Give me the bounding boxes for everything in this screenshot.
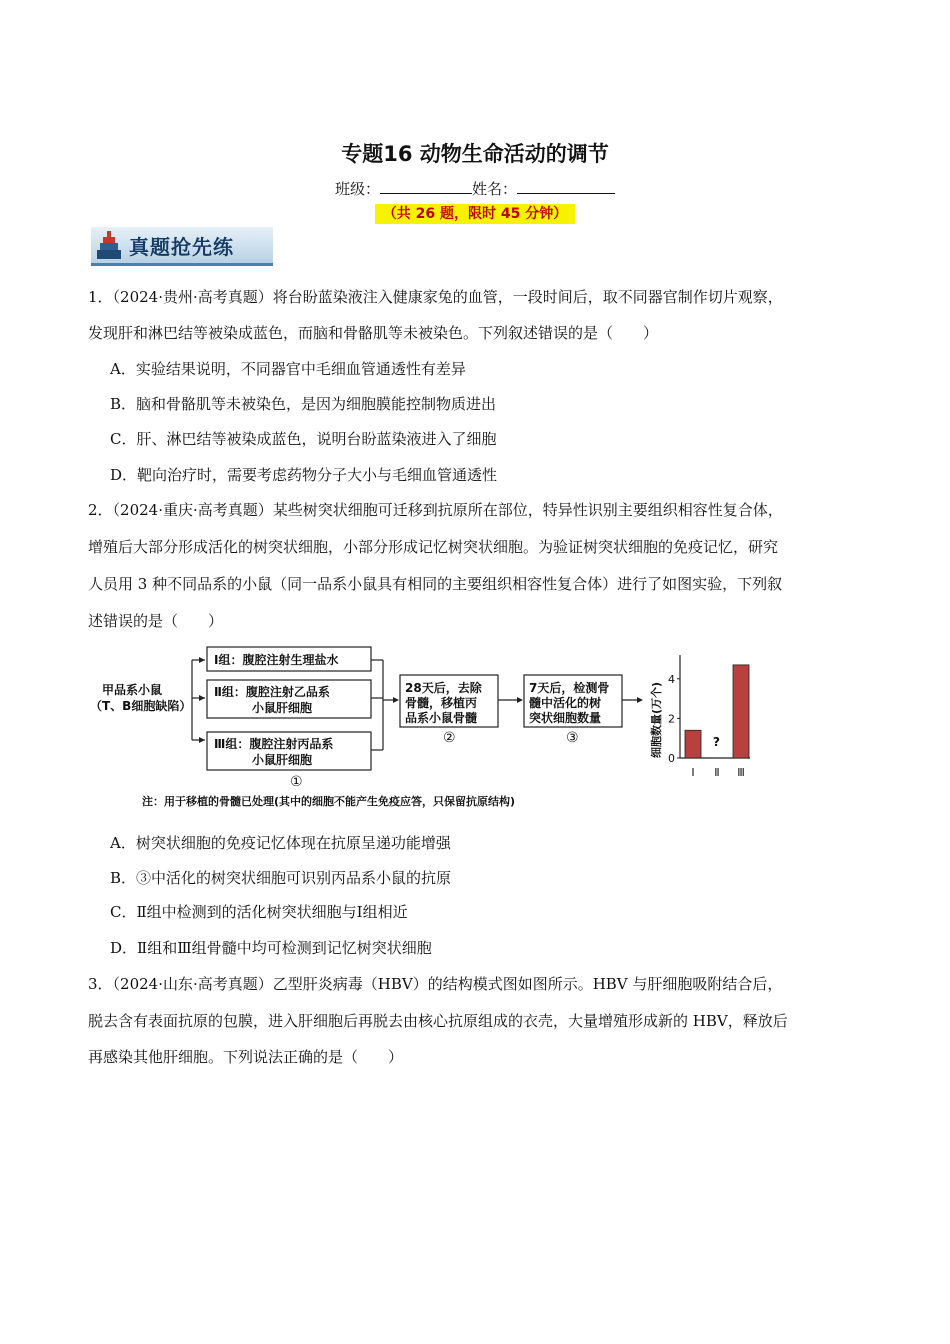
document-title: 专题16 动物生命活动的调节	[341, 142, 609, 166]
y-tick-label: 0	[668, 752, 675, 765]
step2-mark: ②	[443, 730, 456, 746]
q2-stem-line3: 人员用 3 种不同品系的小鼠（同一品系小鼠具有相同的主要组织相容性复合体）进行了如图实验，下列叙	[88, 575, 783, 593]
bar-1	[685, 730, 701, 758]
q2-stem-line4: 述错误的是（ ）	[88, 612, 224, 630]
group3-label-2: 小鼠肝细胞	[252, 753, 313, 767]
group2-label-2: 小鼠肝细胞	[252, 701, 313, 715]
step1-mark: ①	[290, 774, 303, 790]
bar-3	[733, 665, 749, 758]
step3-mark: ③	[566, 730, 579, 746]
step3-label-1: 7天后，检测骨	[529, 681, 610, 695]
group2-label-1: Ⅱ组：腹腔注射乙品系	[214, 685, 330, 699]
group1-label: Ⅰ组：腹腔注射生理盐水	[214, 653, 339, 667]
source-label-2: （T、B细胞缺陷）	[90, 699, 192, 713]
q2-stem-line1: 2．（2024·重庆·高考真题）某些树突状细胞可迁移到抗原所在部位，特异性识别主要组织相容性复合体，	[88, 501, 783, 519]
y-tick-label: 4	[668, 672, 675, 686]
q3-stem-line3: 再感染其他肝细胞。下列说法正确的是（ ）	[88, 1048, 404, 1066]
group3-label-1: Ⅲ组：腹腔注射丙品系	[214, 737, 334, 751]
q2-experiment-figure	[90, 640, 770, 815]
q1-option-c: C．肝、淋巴结等被染成蓝色，说明台盼蓝染液进入了细胞	[110, 430, 497, 448]
banner-text: 真题抢先练	[129, 235, 234, 259]
step2-label-2: 骨髓，移植丙	[405, 696, 478, 710]
q1-option-d: D．靶向治疗时，需要考虑药物分子大小与毛细血管通透性	[110, 466, 498, 484]
q1-option-a: A．实验结果说明，不同器官中毛细血管通透性有差异	[110, 360, 466, 378]
x-tick-label: Ⅱ	[714, 766, 720, 779]
class-label: 班级：	[334, 180, 380, 198]
q3-stem-line1: 3．（2024·山东·高考真题）乙型肝炎病毒（HBV）的结构模式图如图所示。HBV 与肝细胞吸附结合后，	[88, 975, 783, 993]
step2-label-1: 28天后，去除	[405, 681, 482, 695]
source-label-1: 甲品系小鼠	[102, 683, 163, 697]
figure-note: 注：用于移植的骨髓已处理(其中的细胞不能产生免疫应答，只保留抗原结构)	[142, 795, 516, 808]
x-tick-label: Ⅰ	[691, 766, 695, 779]
missing-value-label: ?	[713, 735, 720, 749]
q1-stem-line2: 发现肝和淋巴结等被染成蓝色，而脑和骨骼肌等未被染色。下列叙述错误的是（ ）	[88, 324, 659, 342]
step3-label-2: 髓中活化的树	[529, 696, 602, 710]
name-blank	[517, 179, 615, 194]
class-name-line	[0, 178, 950, 199]
q2-bar-chart	[649, 655, 750, 779]
x-tick-label: Ⅲ	[737, 766, 745, 779]
q1-stem-line1: 1．（2024·贵州·高考真题）将台盼蓝染液注入健康家兔的血管，一段时间后，取不同器官制作切片观察，	[88, 288, 783, 306]
step2-label-3: 品系小鼠骨髓	[405, 711, 478, 725]
q1-option-b: B．脑和骨骼肌等未被染色，是因为细胞膜能控制物质进出	[110, 395, 497, 413]
section-banner	[91, 227, 273, 266]
q2-stem-line2: 增殖后大部分形成活化的树突状细胞，小部分形成记忆树突状细胞。为验证树突状细胞的免疫记忆，研究	[88, 538, 779, 556]
chart-y-label: 细胞数量(万个)	[650, 681, 663, 758]
step3-label-3: 突状细胞数量	[529, 711, 602, 725]
question-count-note: （共 26 题，限时 45 分钟）	[375, 204, 575, 224]
class-blank	[380, 179, 472, 194]
q2-option-b: B．③中活化的树突状细胞可识别丙品系小鼠的抗原	[110, 869, 452, 887]
q3-stem-line2: 脱去含有表面抗原的包膜，进入肝细胞后再脱去由核心抗原组成的衣壳，大量增殖形成新的 HBV，释放后	[88, 1012, 788, 1030]
q2-option-c: C．Ⅱ组中检测到的活化树突状细胞与Ⅰ组相近	[110, 903, 408, 921]
y-tick-label: 2	[668, 712, 675, 726]
name-label: 姓名：	[472, 180, 518, 198]
q2-option-a: A．树突状细胞的免疫记忆体现在抗原呈递功能增强	[110, 834, 451, 852]
q2-option-d: D．Ⅱ组和Ⅲ组骨髓中均可检测到记忆树突状细胞	[110, 939, 432, 957]
pyramid-icon	[97, 231, 121, 259]
